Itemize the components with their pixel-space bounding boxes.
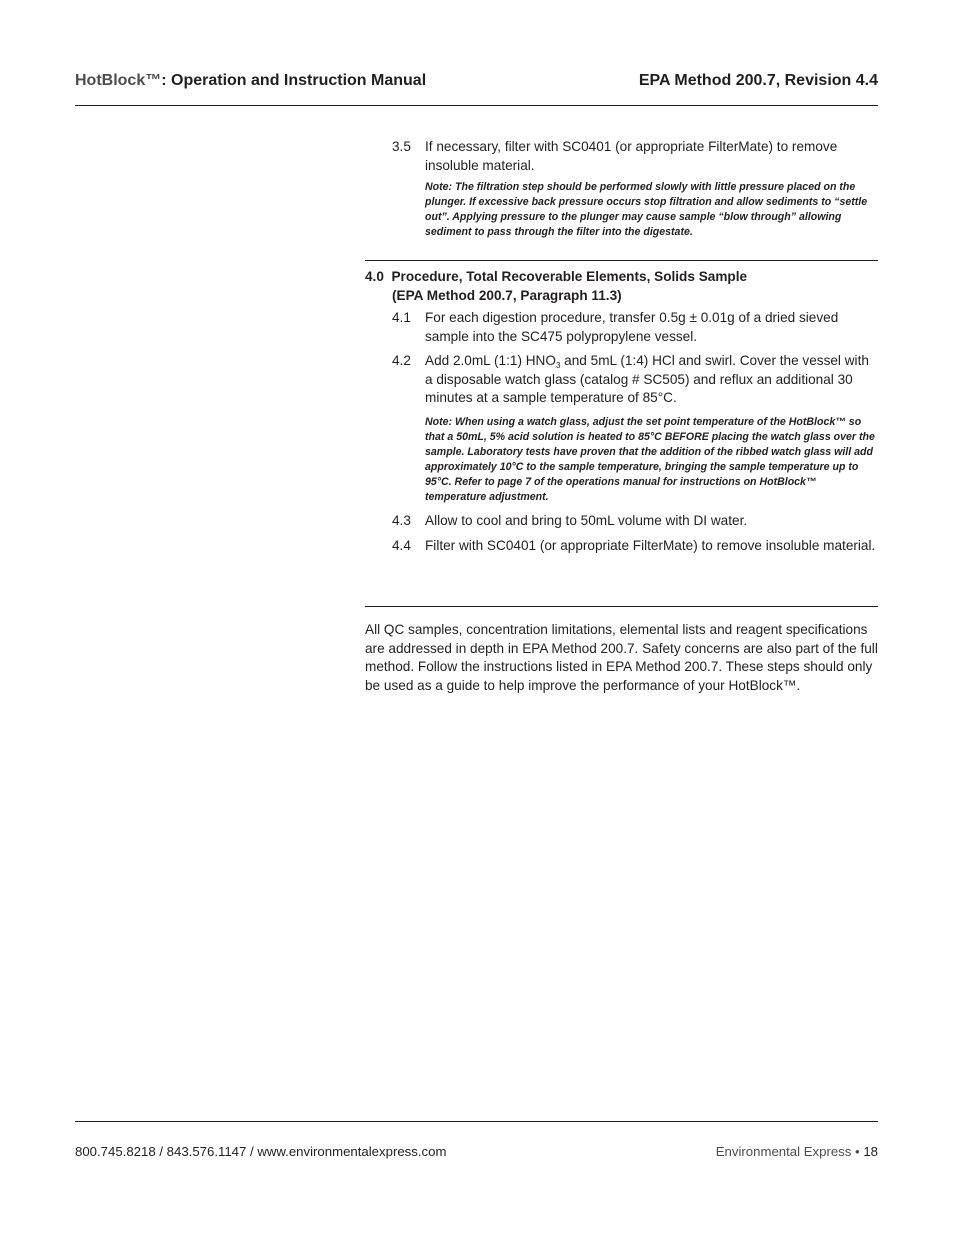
section-rule (365, 606, 878, 607)
filtration-note: Note: The filtration step should be performed slowly with little pressure placed on the plunger. If excessive back pressure occurs stop filtration and allow sediments to “settle out”. Applying pressure to the plunger may cause sample “blow through” allowing sediment to pass through the filter into the digestate. (425, 181, 868, 238)
step-number: 4.4 (392, 538, 411, 553)
brand-name: HotBlock™ (75, 72, 162, 89)
section-subtitle: (EPA Method 200.7, Paragraph 11.3) (392, 288, 622, 303)
section-title: Procedure, Total Recoverable Elements, Solids Sample (391, 269, 748, 284)
step-text: If necessary, filter with SC0401 (or appropriate FilterMate) to remove insoluble material. (425, 139, 838, 173)
method-revision: EPA Method 200.7, Revision 4.4 (638, 72, 878, 89)
step-text: Filter with SC0401 (or appropriate FilterMate) to remove insoluble material. (425, 538, 876, 553)
separator: • (851, 1144, 864, 1159)
header-rule (75, 105, 878, 106)
step-text (425, 352, 879, 408)
closing-paragraph: All QC samples, concentration limitations, elemental lists and reagent specifications are addressed in depth in EPA Method 200.7. Safety concerns are also part of the full method. Follow the instructions listed in EPA Method 200.7. These steps should only be used as a guide to help improve the performance of your HotBlock™. (365, 622, 878, 693)
step-number: 4.2 (392, 353, 411, 368)
step-number: 4.3 (392, 513, 411, 528)
step-text: For each digestion procedure, transfer 0.5g ± 0.01g of a dried sieved sample into the SC475 polypropylene vessel. (425, 310, 839, 344)
document-title-rest: : Operation and Instruction Manual (161, 72, 427, 89)
subscript: 3 (555, 361, 561, 370)
step-text-part: and 5mL (1:4) HCl and swirl. Cover the vessel with a disposable watch glass (catalog # SC505) and reflux an additional 30 minutes at a sample temperature of 85°C. (425, 353, 869, 405)
footer-contact: 800.745.8218 / 843.576.1147 / www.environmentalexpress.com (75, 1144, 447, 1159)
step-number: 4.1 (392, 310, 411, 325)
section-heading (365, 268, 747, 287)
company-name: Environmental Express (715, 1144, 852, 1159)
watch-glass-note: Note: When using a watch glass, adjust the set point temperature of the HotBlock™ so that a 50mL, 5% acid solution is heated to 85°C BEFORE placing the watch glass over the sample. Laboratory tests have proven that the addition of the ribbed watch glass will add approximately 10°C to the sample temperature, bringing the sample temperature up to 95°C. Refer to page 7 of the operations manual for instructions on HotBlock™ temperature adjustment. (425, 416, 875, 503)
step-text: Allow to cool and bring to 50mL volume with DI water. (425, 513, 748, 528)
document-title (75, 72, 426, 90)
step-text-part: Add 2.0mL (1:1) HNO (425, 353, 556, 368)
footer-rule (75, 1121, 878, 1122)
footer-page-info (716, 1144, 878, 1159)
section-rule (365, 260, 878, 261)
step-number: 3.5 (392, 139, 411, 154)
section-number: 4.0 (365, 269, 384, 284)
page-number: 18 (863, 1144, 878, 1159)
